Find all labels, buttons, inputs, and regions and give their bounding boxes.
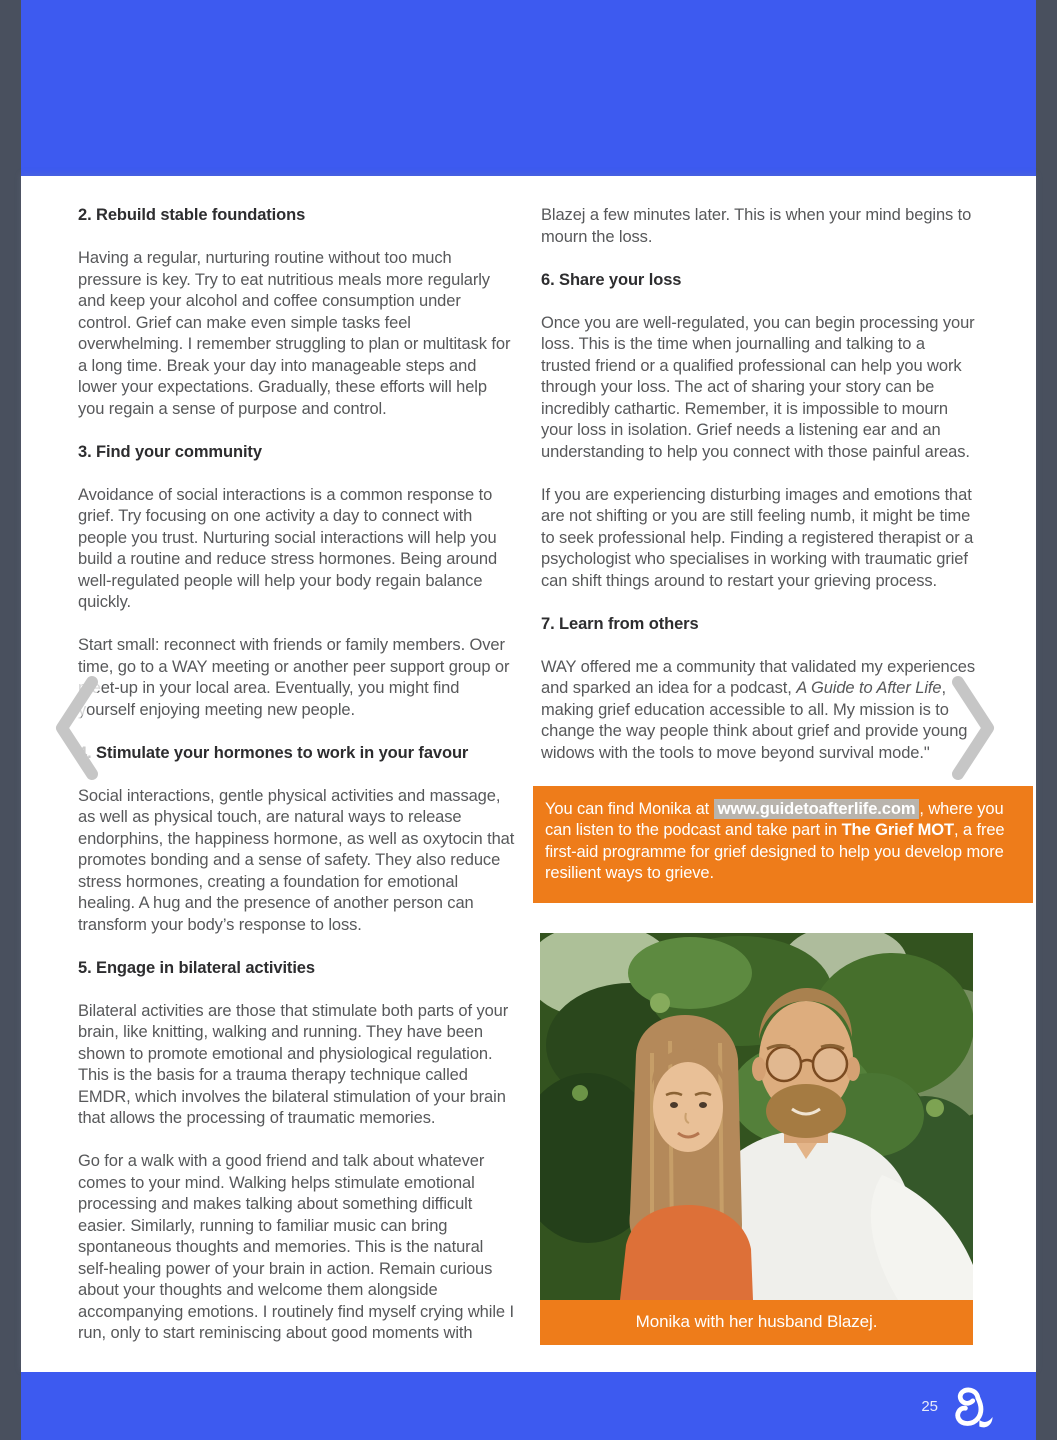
- paragraph: Start small: reconnect with friends or family members. Over time, go to a WAY meeting or another peer support group or meet-up in your local area. Eventually, you might find yourself enjoying meeting new people.: [78, 636, 510, 719]
- section-heading: 7. Learn from others: [541, 614, 699, 633]
- paragraph: Having a regular, nurturing routine without too much pressure is key. Try to eat nutritious meals more regularly and keep your alcohol and coffee consumption under control. Grief can make even simple tasks feel overwhelming. I remember struggling to plan or multitask for a long time. Break your day into manageable steps and lower your expectations. Gradually, these efforts will help you regain a sense of purpose and control.: [78, 249, 511, 418]
- next-page-arrow[interactable]: [942, 672, 1002, 784]
- section-heading: 4. Stimulate your hormones to work in your favour: [78, 743, 469, 762]
- photo-caption: Monika with her husband Blazej.: [540, 1300, 973, 1345]
- text-run: You can find Monika at: [545, 799, 714, 818]
- chevron-right-icon: [942, 672, 1002, 784]
- right-column: [541, 205, 1005, 1345]
- section-learn: [541, 614, 979, 765]
- text-run: , making grief education accessible to all. My mission is to change the way people think about grief and provide young widows with the tools to move beyond survival mode.": [541, 679, 968, 762]
- section-community: [78, 442, 516, 722]
- text-run: , where you can listen to the podcast and take part in: [545, 799, 1004, 839]
- paragraph: Once you are well-regulated, you can begin processing your loss. This is the time when journalling and talking to a trusted friend or a qualified professional can help you work through your loss. The act of sharing your story can be incredibly cathartic. Remember, it is impossible to mourn your loss in isolation. Grief needs a listening ear and an understanding to help you connect with those painful areas.: [541, 313, 975, 461]
- photo-illustration: [540, 933, 973, 1300]
- contact-callout: [533, 786, 1033, 903]
- website-link[interactable]: www.guidetoafterlife.com: [714, 799, 920, 819]
- paragraph: Social interactions, gentle physical activities and massage, as well as physical touch, are natural ways to release endorphins, the happiness hormone, as well as oxytocin that promotes bonding and a sense of safety. They also reduce stress hormones, creating a foundation for emotional healing. A hug and the presence of another person can transform your body’s response to loss.: [78, 786, 515, 934]
- text-run: , a free first-aid programme for grief designed to help you develop more resilient ways to grieve.: [545, 821, 1005, 882]
- page-number: 25: [921, 1397, 938, 1415]
- paragraph: If you are experiencing disturbing images and emotions that are not shifting or you are still feeling numb, it might be time to seek professional help. Finding a registered therapist or a psychologist who specialises in working with traumatic grief can shift things around to restart your grieving process.: [541, 485, 974, 590]
- bold-run: The Grief MOT: [841, 821, 954, 839]
- continuation-paragraph: Blazej a few minutes later. This is when your mind begins to mourn the loss.: [541, 206, 972, 246]
- left-column: [78, 205, 516, 1366]
- photo-figure: [540, 933, 973, 1345]
- header-bar: [21, 0, 1036, 176]
- section-heading: 2. Rebuild stable foundations: [78, 206, 306, 224]
- section-heading: 3. Find your community: [78, 442, 262, 461]
- section-hormones: [78, 743, 516, 937]
- section-bilateral: [78, 958, 516, 1345]
- section-rebuild: [78, 205, 516, 420]
- chevron-left-icon: [48, 672, 108, 784]
- paragraph: Bilateral activities are those that stimulate both parts of your brain, like knitting, walking and running. They have been shown to promote emotional and physiological regulation. This is the basis for a trauma therapy technique called EMDR, which involves the bilateral stimulation of your brain that allows the processing of traumatic memories.: [78, 1001, 509, 1127]
- section-share: [541, 270, 979, 593]
- italic-run: A Guide to After Life: [796, 679, 942, 697]
- swan-logo-icon: [950, 1381, 994, 1431]
- paragraph: Avoidance of social interactions is a common response to grief. Try focusing on one activity a day to connect with people you trust. Nurturing social interactions will help you build a routine and reduce stress hormones. Being around well-regulated people will help your body regain balance quickly.: [78, 485, 498, 611]
- text-run: WAY offered me a community that validated my experiences and sparked an idea for a podcast,: [541, 657, 975, 697]
- magazine-page: [21, 176, 1036, 1372]
- photo-monika-blazej: [540, 933, 973, 1300]
- paragraph: Go for a walk with a good friend and talk about whatever comes to your mind. Walking helps stimulate emotional processing and makes talking about something difficult easier. Similarly, running to familiar music can bring spontaneous thoughts and memories. This is the natural self-healing power of your brain in action. Remain curious about your thoughts and welcome them alongside accompanying emotions. I routinely find myself crying while I run, only to start reminiscing about good moments with: [78, 1152, 514, 1342]
- section-heading: 6. Share your loss: [541, 270, 682, 289]
- paragraph: [541, 657, 979, 765]
- prev-page-arrow[interactable]: [48, 672, 108, 784]
- section-heading: 5. Engage in bilateral activities: [78, 958, 315, 977]
- footer-bar: [21, 1372, 1036, 1440]
